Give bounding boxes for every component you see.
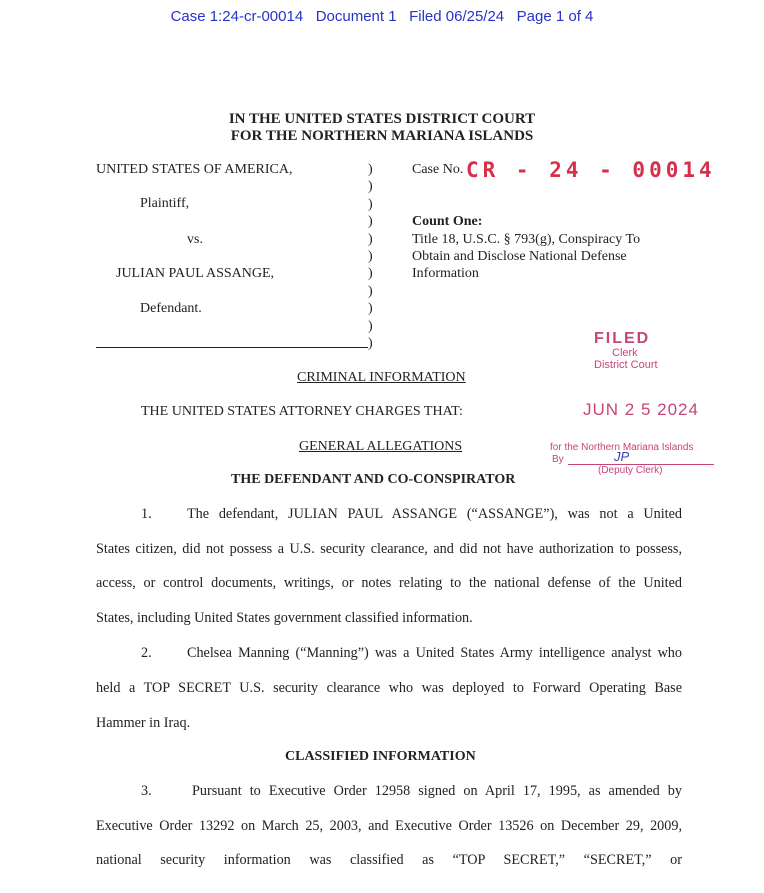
count-line-3: Information <box>412 266 479 281</box>
filed-stamp-deputy: (Deputy Clerk) <box>598 465 663 476</box>
filed-stamp-initials: JP <box>614 449 630 464</box>
paragraph-3-line-3: national security information was classified as “TOP SECRET,” “SECRET,” or <box>96 852 682 868</box>
plaintiff-role: Plaintiff, <box>140 196 190 211</box>
classified-information-heading: CLASSIFIED INFORMATION <box>285 749 476 764</box>
ecf-filed-date: Filed 06/25/24 <box>409 8 505 25</box>
ecf-header <box>0 8 764 25</box>
caption-divider <box>96 347 368 348</box>
defendant-name: JULIAN PAUL ASSANGE, <box>116 266 275 281</box>
paragraph-3-line-1: Pursuant to Executive Order 12958 signed on April 17, 1995, as amended by <box>192 783 682 799</box>
plaintiff-name: UNITED STATES OF AMERICA, <box>96 162 293 177</box>
caption-parentheses: ) ) ) ) ) ) ) ) ) ) ) <box>368 162 373 352</box>
court-title-line2: FOR THE NORTHERN MARIANA ISLANDS <box>230 128 534 144</box>
paragraph-3-number: 3. <box>141 783 152 799</box>
versus-label: vs. <box>187 232 203 247</box>
paragraph-1-number: 1. <box>141 506 152 522</box>
ecf-case-number: Case 1:24-cr-00014 <box>170 8 304 25</box>
filed-stamp-title: FILED <box>594 330 651 347</box>
filed-stamp-date: JUN 2 5 2024 <box>583 400 699 419</box>
filed-stamp-clerk: Clerk <box>612 347 638 359</box>
case-number-label: Case No. <box>412 162 464 177</box>
paragraph-2-line-3: Hammer in Iraq. <box>96 715 191 731</box>
defendant-role: Defendant. <box>140 301 202 316</box>
general-allegations-heading: GENERAL ALLEGATIONS <box>299 439 463 454</box>
criminal-information-heading: CRIMINAL INFORMATION <box>297 370 466 385</box>
paragraph-1-line-3: access, or control documents, writings, or notes relating to the national defense of the United <box>96 575 682 591</box>
ecf-document-number: Document 1 <box>315 8 397 25</box>
filed-stamp-court: District Court <box>594 359 658 371</box>
paragraph-1-line-1: The defendant, JULIAN PAUL ASSANGE (“ASSANGE”), was not a United <box>187 506 682 522</box>
filed-stamp-district: for the Northern Mariana Islands <box>550 442 694 453</box>
count-heading: Count One: <box>412 214 483 229</box>
paragraph-1-line-4: States, including United States government classified information. <box>96 610 473 626</box>
paragraph-2-line-2: held a TOP SECRET U.S. security clearance who was deployed to Forward Operating Base <box>96 680 682 696</box>
ecf-page-number: Page 1 of 4 <box>516 8 594 25</box>
count-line-2: Obtain and Disclose National Defense <box>412 249 627 264</box>
charges-that-line: THE UNITED STATES ATTORNEY CHARGES THAT: <box>141 404 463 419</box>
defendant-heading: THE DEFENDANT AND CO-CONSPIRATOR <box>231 472 516 487</box>
paragraph-3-line-2: Executive Order 13292 on March 25, 2003, and Executive Order 13526 on December 29, 2009, <box>96 818 682 834</box>
paragraph-2-number: 2. <box>141 645 152 661</box>
count-line-1: Title 18, U.S.C. § 793(g), Conspiracy To <box>412 232 641 247</box>
court-title-line1: IN THE UNITED STATES DISTRICT COURT <box>228 111 536 127</box>
filed-stamp-by-label: By <box>552 454 564 465</box>
case-number-stamp: CR - 24 - 00014 <box>466 158 716 182</box>
paragraph-2-line-1: Chelsea Manning (“Manning”) was a United States Army intelligence analyst who <box>187 645 682 661</box>
paragraph-1-line-2: States citizen, did not possess a U.S. security clearance, and did not have authorization to possess, <box>96 541 682 557</box>
